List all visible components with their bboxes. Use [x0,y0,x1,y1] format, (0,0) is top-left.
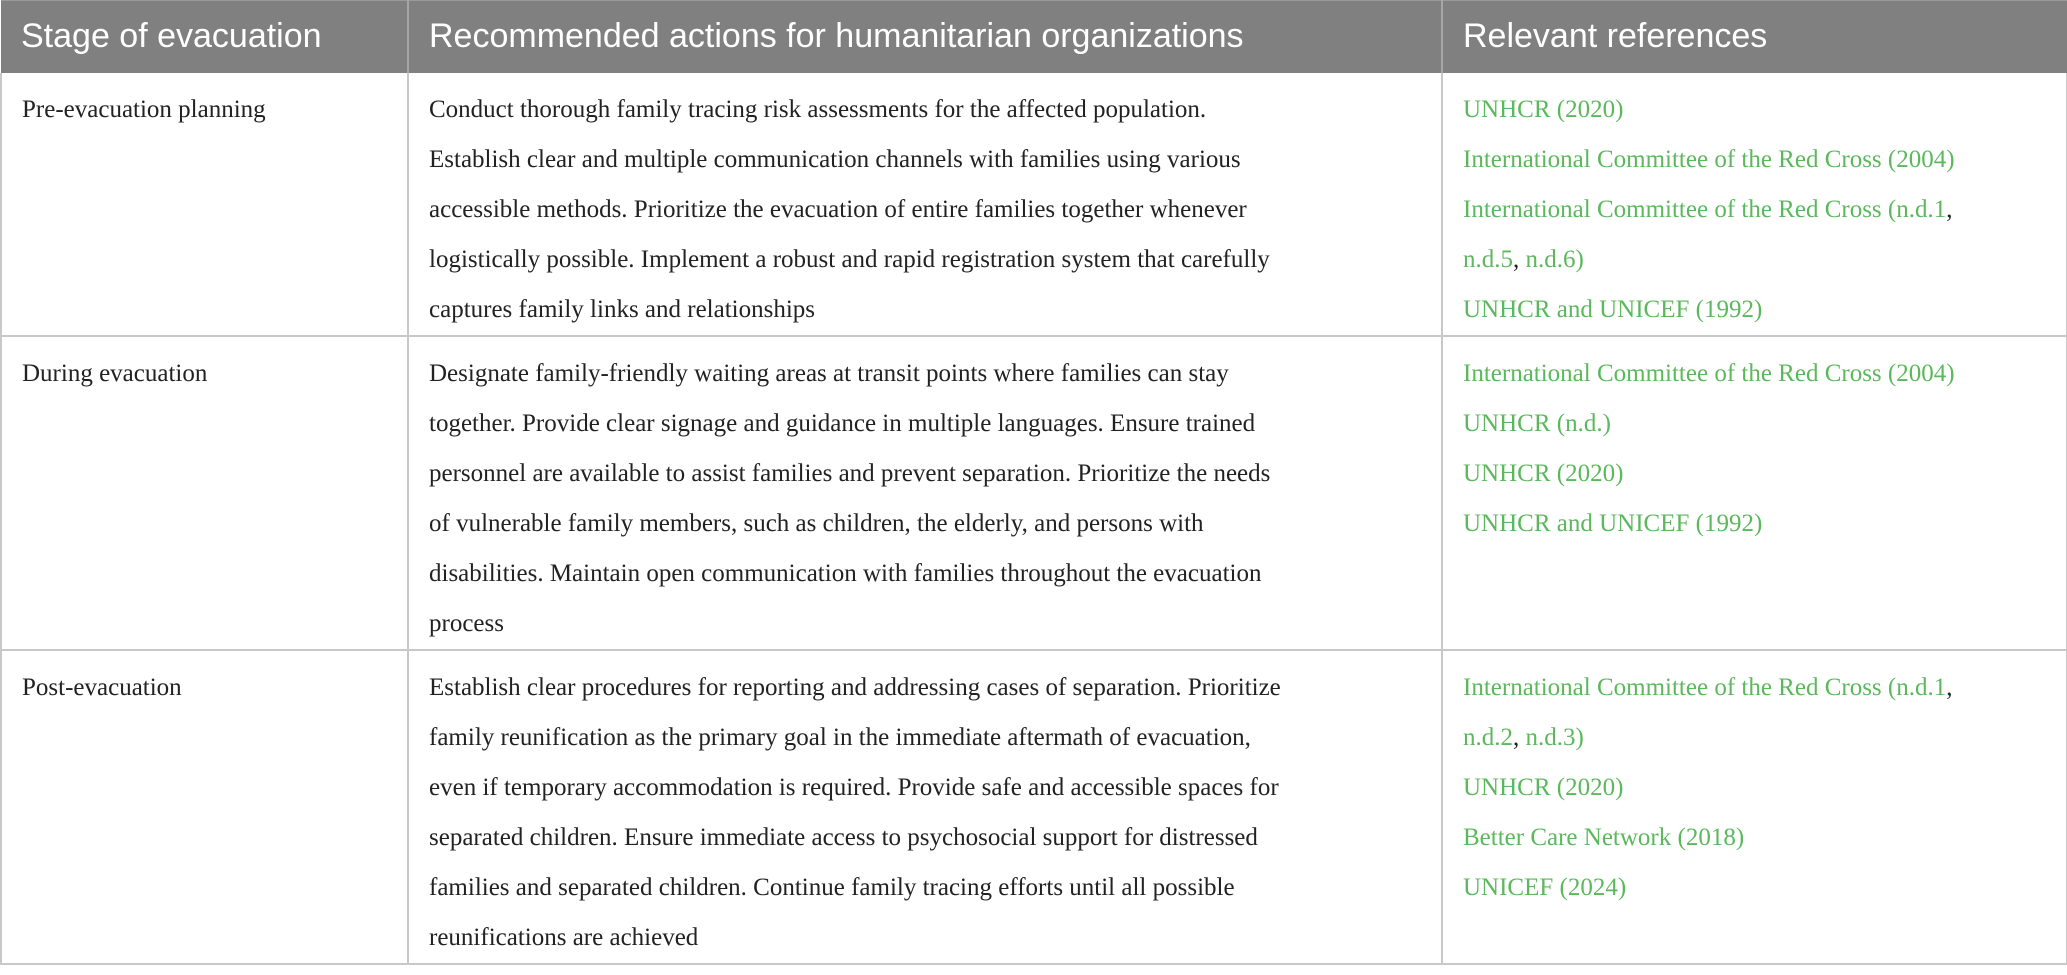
reference-line [1463,713,2048,763]
reference-link[interactable]: n.d.2 [1463,723,1513,751]
action-text-line: family reunification as the primary goal in the immediate aftermath of evacuation, [429,723,1251,751]
table-row [1,336,2067,650]
action-text-line: process [429,609,504,637]
action-text-line: personnel are available to assist families and prevent separation. Prioritize the needs [429,459,1271,487]
action-text-line: families and separated children. Continue family tracing efforts until all possible [429,873,1235,901]
reference-link[interactable]: UNHCR (n.d.) [1463,409,1611,437]
action-text-line: even if temporary accommodation is required. Provide safe and accessible spaces for [429,773,1279,801]
reference-line [1463,235,2048,285]
action-text-line: Establish clear and multiple communication channels with families using various [429,145,1241,173]
header-row [1,1,2067,73]
header-stage: Stage of evacuation [1,1,408,73]
actions-cell [408,336,1442,650]
actions-cell [408,73,1442,336]
reference-line [1463,499,2048,549]
header-actions: Recommended actions for humanitarian organizations [408,1,1442,73]
action-text-line: Designate family-friendly waiting areas at transit points where families can stay [429,359,1229,387]
separator: , [1513,245,1526,273]
reference-line [1463,185,2048,235]
separator: , [1513,723,1526,751]
reference-link[interactable]: International Committee of the Red Cross (2004) [1463,359,1955,387]
stage-cell [1,73,408,336]
reference-link[interactable]: International Committee of the Red Cross (2004) [1463,145,1955,173]
table-row [1,650,2067,964]
reference-line [1463,135,2048,185]
reference-link[interactable]: International Committee of the Red Cross (n.d.1 [1463,673,1947,701]
action-text-line: captures family links and relationships [429,295,816,323]
reference-line [1463,285,2048,335]
action-text-line: Establish clear procedures for reporting and addressing cases of separation. Prioritize [429,673,1281,701]
reference-line [1463,813,2048,863]
reference-link[interactable]: International Committee of the Red Cross (n.d.1 [1463,195,1947,223]
separator: , [1946,673,1953,701]
reference-link[interactable]: n.d.6) [1525,245,1584,273]
reference-link[interactable]: UNHCR (2020) [1463,459,1624,487]
reference-line [1463,449,2048,499]
actions-cell [408,650,1442,964]
stage-cell [1,650,408,964]
reference-line [1463,863,2048,913]
action-text-line: together. Provide clear signage and guidance in multiple languages. Ensure trained [429,409,1256,437]
stage-cell [1,336,408,650]
table-row [1,73,2067,336]
reference-line [1463,763,2048,813]
action-text-line: separated children. Ensure immediate access to psychosocial support for distressed [429,823,1258,851]
action-text-line: logistically possible. Implement a robust and rapid registration system that carefully [429,245,1270,273]
reference-line [1463,663,2048,713]
header-references: Relevant references [1442,1,2067,73]
reference-link[interactable]: UNHCR and UNICEF (1992) [1463,509,1763,537]
reference-link[interactable]: UNICEF (2024) [1463,873,1627,901]
action-text-line: of vulnerable family members, such as children, the elderly, and persons with [429,509,1204,537]
reference-line [1463,349,2048,399]
reference-line [1463,399,2048,449]
reference-link[interactable]: UNHCR (2020) [1463,95,1624,123]
action-text-line: reunifications are achieved [429,923,699,951]
reference-link[interactable]: n.d.5 [1463,245,1513,273]
references-cell [1442,650,2067,964]
stage-label: Pre-evacuation planning [22,95,266,123]
reference-line [1463,85,2048,135]
reference-link[interactable]: UNHCR and UNICEF (1992) [1463,295,1763,323]
action-text-line: accessible methods. Prioritize the evacuation of entire families together whenever [429,195,1247,223]
references-cell [1442,73,2067,336]
separator: , [1946,195,1953,223]
stage-label: Post-evacuation [22,673,182,701]
action-text-line: Conduct thorough family tracing risk assessments for the affected population. [429,95,1207,123]
reference-link[interactable]: n.d.3) [1525,723,1584,751]
stage-label: During evacuation [22,359,208,387]
action-text-line: disabilities. Maintain open communication with families throughout the evacuation [429,559,1262,587]
reference-link[interactable]: UNHCR (2020) [1463,773,1624,801]
reference-link[interactable]: Better Care Network (2018) [1463,823,1745,851]
references-cell [1442,336,2067,650]
